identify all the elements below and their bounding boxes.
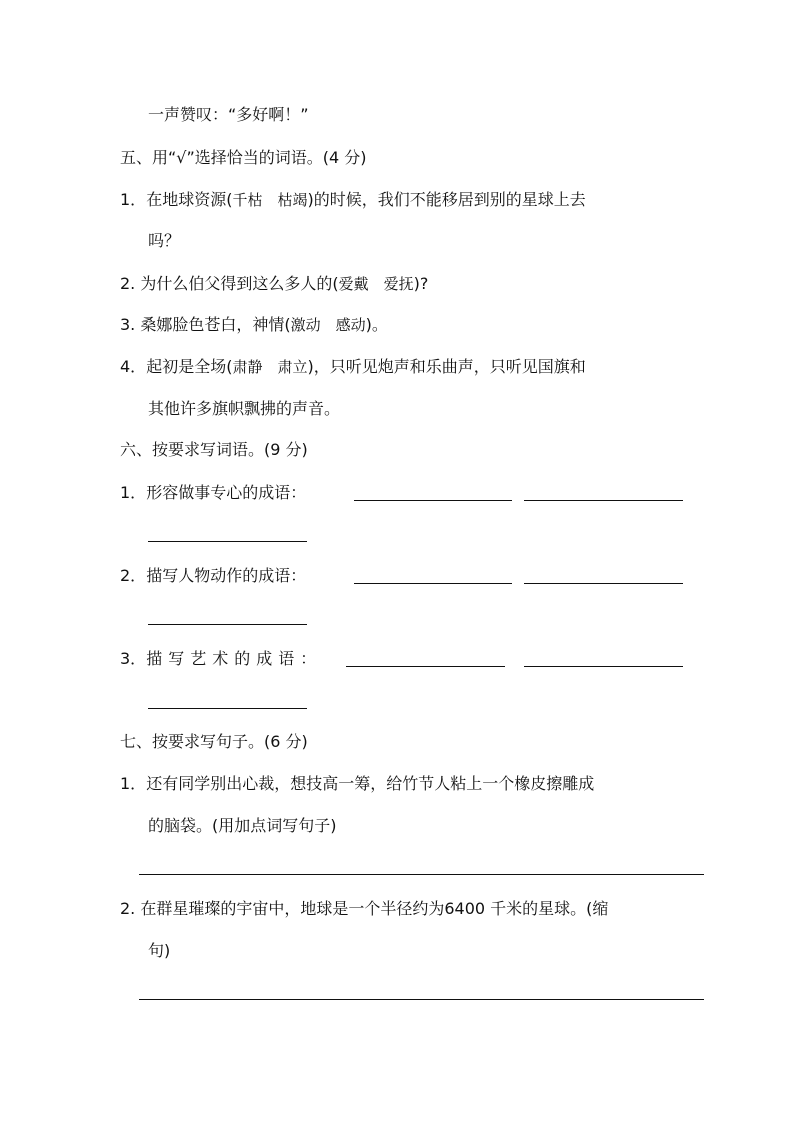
word-options[interactable]: 肃静 肃立 [232,358,308,376]
answer-blank[interactable] [354,500,512,501]
s7-question-2 [120,898,608,920]
answer-blank[interactable] [524,500,683,501]
s7-question-1 [120,773,594,795]
question-text: 在地球资源( [146,190,233,209]
s5-question-3 [120,314,388,336]
word-options[interactable]: 千枯 枯竭 [232,191,308,209]
question-text: 描写人物动作的成语： [146,566,307,585]
question-text: 为什么伯父得到这么多人的( [140,274,339,293]
question-text: 描写艺术的成语： [146,649,323,668]
question-number: 1． [120,190,147,209]
question-text: )，只听见炮声和乐曲声，只听见国旗和 [307,357,586,376]
answer-blank[interactable] [148,541,307,542]
s7-question-1-cont: 的脑袋。(用加点词写句子) [148,816,337,835]
question-text: 形容做事专心的成语： [146,483,307,502]
question-text: 起初是全场( [146,357,233,376]
answer-blank[interactable] [524,666,683,667]
question-number: 1． [120,483,147,502]
question-number: 2． [120,566,147,585]
question-number: 2. [120,274,136,293]
answer-line[interactable] [139,874,704,875]
word-options[interactable]: 激动 感动 [290,316,366,334]
s6-question-3 [120,648,322,670]
s7-question-2-cont: 句) [148,941,171,960]
question-number: 3. [120,315,136,334]
answer-line[interactable] [139,999,704,1000]
s6-question-1 [120,482,306,504]
question-number: 4． [120,357,147,376]
s5-question-1-cont: 吗？ [148,231,181,250]
question-text: )。 [365,315,388,334]
s5-question-4-cont: 其他许多旗帜飘拂的声音。 [148,399,341,418]
section-six-title: 六、按要求写词语。(9 分) [120,440,308,459]
answer-blank[interactable] [524,583,683,584]
question-text: 在群星璀璨的宇宙中，地球是一个半径约为6400 千米的星球。(缩 [140,899,609,918]
intro-line: 一声赞叹：“多好啊！” [148,105,309,124]
answer-blank[interactable] [346,666,505,667]
section-five-title: 五、用“√”选择恰当的词语。(4 分) [120,148,367,167]
answer-blank[interactable] [148,708,307,709]
question-text: 还有同学别出心裁，想技高一筹，给竹节人粘上一个橡皮擦雕成 [146,774,595,793]
answer-blank[interactable] [148,624,307,625]
answer-blank[interactable] [354,583,512,584]
question-text: 桑娜脸色苍白，神情( [140,315,291,334]
s5-question-1 [120,189,586,211]
question-number: 2. [120,899,136,918]
question-text: )? [413,274,429,293]
word-options[interactable]: 爱戴 爱抚 [338,275,414,293]
s5-question-2 [120,273,428,295]
section-seven-title: 七、按要求写句子。(6 分) [120,732,308,751]
question-number: 1． [120,774,147,793]
s5-question-4 [120,356,586,378]
question-number: 3． [120,649,147,668]
s6-question-2 [120,565,306,587]
question-text: )的时候，我们不能移居到别的星球上去 [307,190,586,209]
